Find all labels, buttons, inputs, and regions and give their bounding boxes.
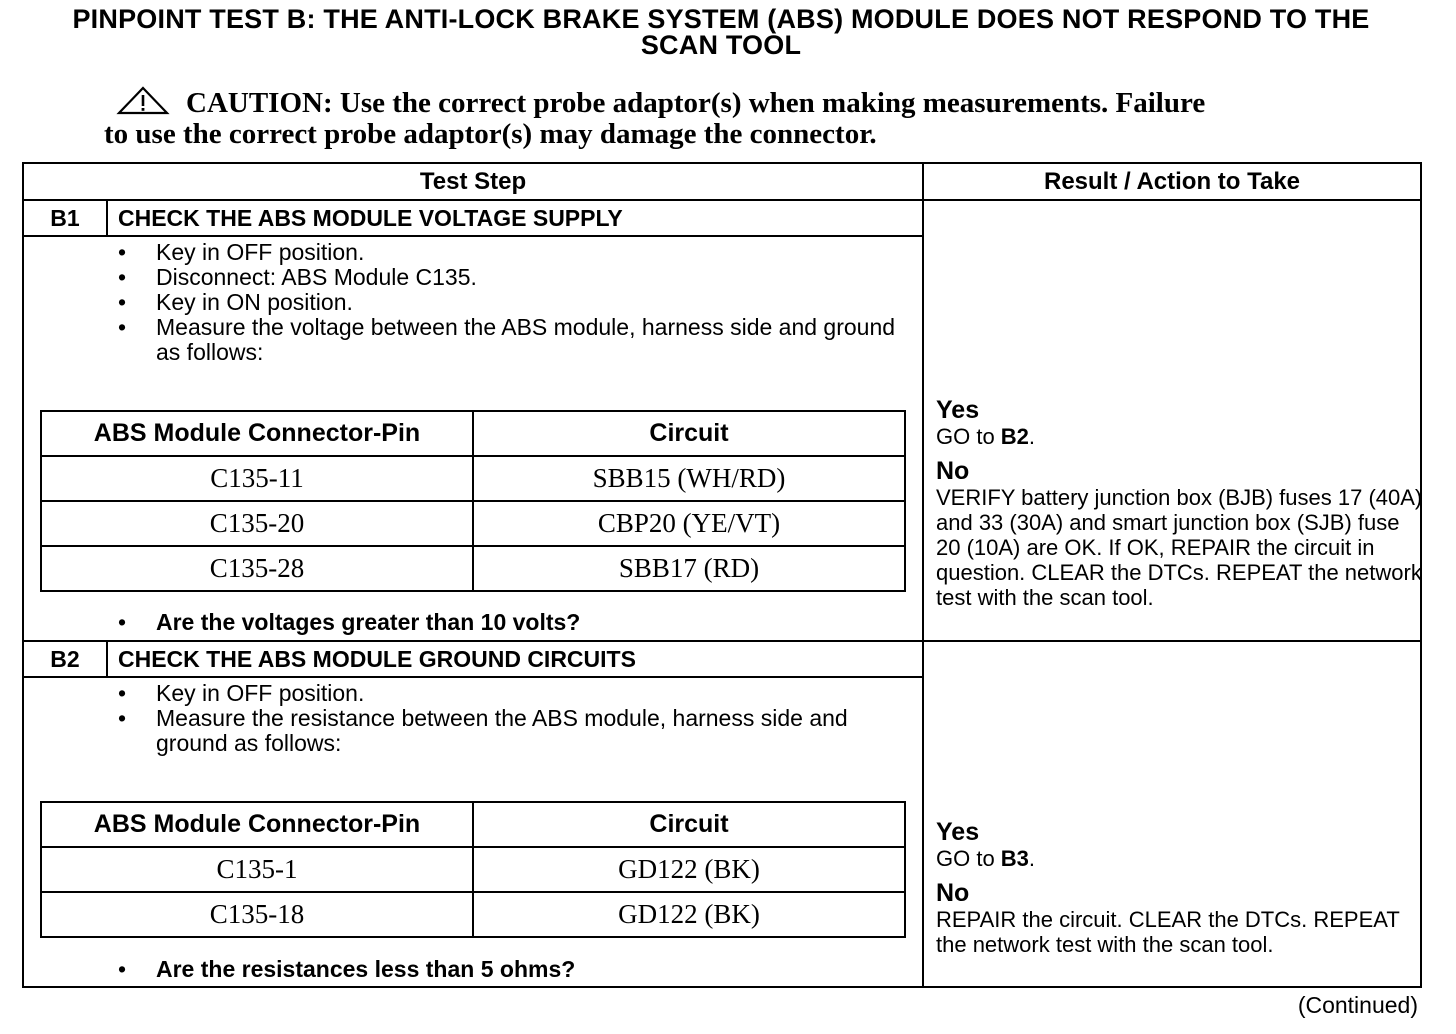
result-yes-suffix: . <box>1028 424 1036 449</box>
result-yes-suffix: . <box>1028 846 1036 871</box>
step-question: • Are the voltages greater than 10 volts? <box>118 610 580 635</box>
pinpoint-test-table <box>22 162 1422 988</box>
continued-note: (Continued) <box>1297 992 1418 1018</box>
table-row <box>41 892 905 937</box>
circuit-cell: CBP20 (YE/VT) <box>473 501 905 546</box>
step-title: CHECK THE ABS MODULE GROUND CIRCUITS <box>118 646 636 672</box>
result-yes-target: B3 <box>1000 846 1029 871</box>
circuit-cell: GD122 (BK) <box>473 847 905 892</box>
result-yes-label: Yes <box>936 396 980 424</box>
step-result <box>936 818 1426 957</box>
pin-table-header-pin: ABS Module Connector-Pin <box>41 802 473 847</box>
circuit-cell: SBB15 (WH/RD) <box>473 456 905 501</box>
caution-label: CAUTION: <box>186 87 333 119</box>
pin-table <box>40 801 906 938</box>
step-instructions <box>118 681 908 756</box>
pin-cell: C135-11 <box>41 456 473 501</box>
result-yes-label: Yes <box>936 818 980 846</box>
caution-note <box>104 88 1344 150</box>
caution-line-1: Use the correct probe adaptor(s) when making measurements. Failure <box>332 87 1206 119</box>
header-test-step: Test Step <box>419 168 527 195</box>
pin-cell: C135-18 <box>41 892 473 937</box>
result-yes-prefix: GO to <box>936 424 1001 449</box>
table-row <box>41 546 905 591</box>
instruction-item: • Measure the voltage between the ABS module, harness side and ground as follows: <box>118 315 898 365</box>
pin-table-header-pin: ABS Module Connector-Pin <box>41 411 473 456</box>
step-instructions <box>118 240 898 365</box>
circuit-cell: GD122 (BK) <box>473 892 905 937</box>
circuit-cell: SBB17 (RD) <box>473 546 905 591</box>
result-no-label: No <box>936 879 970 907</box>
pin-cell: C135-28 <box>41 546 473 591</box>
pin-table-header-circuit: Circuit <box>473 802 905 847</box>
step-title: CHECK THE ABS MODULE VOLTAGE SUPPLY <box>118 205 623 231</box>
step-result <box>936 396 1426 610</box>
page-title: PINPOINT TEST B: THE ANTI-LOCK BRAKE SYSTEM (ABS) MODULE DOES NOT RESPOND TO THE SCAN TOOL <box>72 4 1370 60</box>
instruction-item: • Measure the resistance between the ABS module, harness side and ground as follows: <box>118 706 908 756</box>
result-no-text: VERIFY battery junction box (BJB) fuses 17 (40A) and 33 (30A) and smart junction box (SJB) fuse 20 (10A) are OK. If OK, REPAIR the circuit in question. CLEAR the DTCs. REPEAT the network test with the scan tool. <box>936 485 1423 610</box>
header-result-action: Result / Action to Take <box>1043 168 1301 195</box>
result-no-label: No <box>936 457 970 485</box>
result-no-text: REPAIR the circuit. CLEAR the DTCs. REPEAT the network test with the scan tool. <box>936 907 1400 957</box>
step-id: B2 <box>50 646 80 672</box>
result-yes-target: B2 <box>1000 424 1029 449</box>
instruction-item: • Key in OFF position. <box>118 240 898 265</box>
pin-table-header-circuit: Circuit <box>473 411 905 456</box>
pin-cell: C135-1 <box>41 847 473 892</box>
instruction-item: • Disconnect: ABS Module C135. <box>118 265 898 290</box>
result-yes-prefix: GO to <box>936 846 1001 871</box>
table-row <box>41 456 905 501</box>
pin-table <box>40 410 906 592</box>
caution-line-2: to use the correct probe adaptor(s) may damage the connector. <box>104 118 877 150</box>
instruction-item: • Key in ON position. <box>118 290 898 315</box>
step-id: B1 <box>50 205 80 231</box>
table-row <box>41 501 905 546</box>
pin-cell: C135-20 <box>41 501 473 546</box>
table-row <box>41 847 905 892</box>
instruction-item: • Key in OFF position. <box>118 681 908 706</box>
step-question: • Are the resistances less than 5 ohms? <box>118 957 575 982</box>
